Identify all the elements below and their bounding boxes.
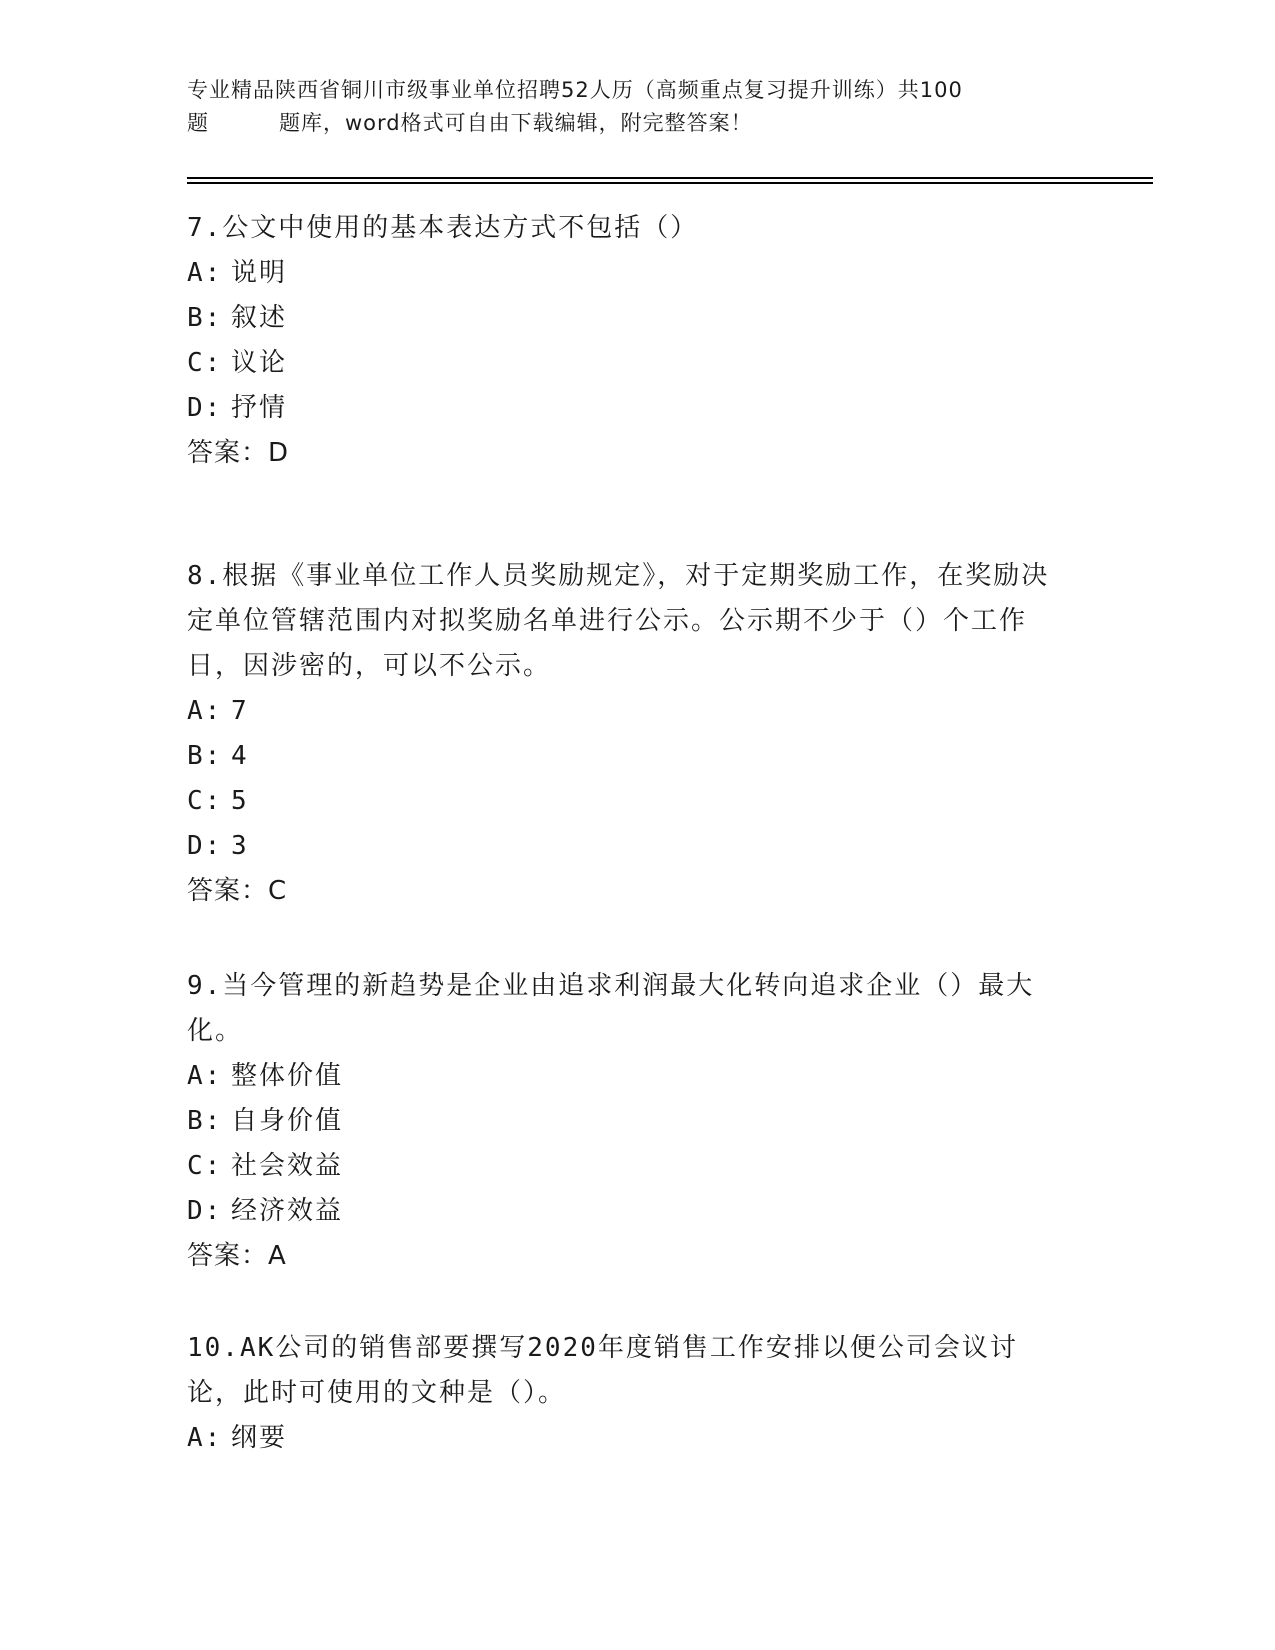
- option-text: 议论: [231, 348, 288, 378]
- option-text: 纲要: [231, 1423, 288, 1453]
- header-line-2-tail: 题库，word格式可自由下载编辑，附完整答案！: [279, 111, 753, 135]
- option-a: [187, 689, 1067, 734]
- answer-line: 答案：D: [187, 438, 290, 468]
- option-text: 7: [231, 696, 249, 726]
- option-key: C:: [187, 786, 223, 816]
- document-header: [187, 74, 1087, 140]
- option-a: [187, 251, 1067, 296]
- option-key: C:: [187, 1151, 223, 1181]
- option-text: 抒情: [231, 393, 288, 423]
- option-text: 经济效益: [231, 1196, 344, 1226]
- option-text: 说明: [231, 258, 288, 288]
- option-d: [187, 1189, 1067, 1234]
- option-c: [187, 341, 1067, 386]
- option-text: 自身价值: [231, 1106, 344, 1136]
- question-9: [187, 964, 1067, 1279]
- header-line-2: [187, 107, 1087, 140]
- option-text: 5: [231, 786, 249, 816]
- question-stem: 8.根据《事业单位工作人员奖励规定》，对于定期奖励工作，在奖励决定单位管辖范围内对拟奖励名单进行公示。公示期不少于（）个工作日，因涉密的，可以不公示。: [187, 561, 1050, 681]
- question-8: [187, 554, 1067, 914]
- option-key: D:: [187, 393, 223, 423]
- option-text: 整体价值: [231, 1061, 344, 1091]
- header-divider-top: [187, 177, 1153, 179]
- option-c: [187, 779, 1067, 824]
- option-key: A:: [187, 696, 223, 726]
- option-d: [187, 386, 1067, 431]
- header-divider-bottom: [187, 182, 1153, 184]
- option-key: B:: [187, 303, 223, 333]
- header-line-2-head: 题: [187, 111, 209, 135]
- option-key: B:: [187, 741, 223, 771]
- header-line-1: 专业精品陕西省铜川市级事业单位招聘52人历（高频重点复习提升训练）共100: [187, 78, 963, 102]
- option-b: [187, 296, 1067, 341]
- option-key: D:: [187, 831, 223, 861]
- question-10: [187, 1326, 1067, 1461]
- option-key: A:: [187, 258, 223, 288]
- option-text: 叙述: [231, 303, 288, 333]
- option-a: [187, 1416, 1067, 1461]
- option-text: 3: [231, 831, 249, 861]
- option-text: 社会效益: [231, 1151, 344, 1181]
- option-key: A:: [187, 1423, 223, 1453]
- answer-line: 答案：A: [187, 1241, 287, 1271]
- option-a: [187, 1054, 1067, 1099]
- option-key: A:: [187, 1061, 223, 1091]
- question-stem: 7.公文中使用的基本表达方式不包括（）: [187, 213, 699, 243]
- option-key: C:: [187, 348, 223, 378]
- option-d: [187, 824, 1067, 869]
- option-text: 4: [231, 741, 249, 771]
- option-c: [187, 1144, 1067, 1189]
- question-7: [187, 206, 1067, 476]
- question-stem: 10.AK公司的销售部要撰写2020年度销售工作安排以便公司会议讨论，此时可使用的文种是（）。: [187, 1333, 1018, 1408]
- option-key: B:: [187, 1106, 223, 1136]
- option-b: [187, 1099, 1067, 1144]
- answer-line: 答案：C: [187, 876, 288, 906]
- option-b: [187, 734, 1067, 779]
- option-key: D:: [187, 1196, 223, 1226]
- question-stem: 9.当今管理的新趋势是企业由追求利润最大化转向追求企业（）最大化。: [187, 971, 1035, 1046]
